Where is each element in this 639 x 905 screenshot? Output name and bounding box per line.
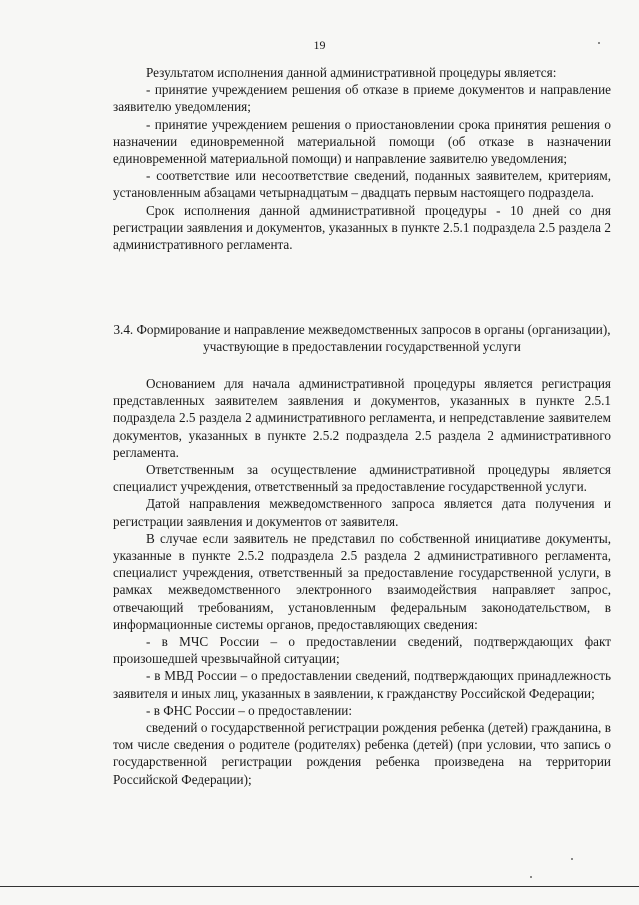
scan-speck [571, 858, 573, 860]
section-list-item: - в МВД России – о предоставлении сведений, подтверждающих принадлежность заявителя и иных лиц, указанных в заявлении, к гражданству Российской Федерации; [113, 668, 611, 701]
section-paragraph: Датой направления межведомственного запроса является дата получения и регистрации заявления и документов от заявителя. [113, 496, 611, 529]
scan-speck [598, 42, 600, 44]
section-body [113, 375, 611, 788]
procedure-deadline: Срок исполнения данной административной процедуры - 10 дней со дня регистрации заявления и документов, указанных в пункте 2.5.1 подраздела 2.5 раздела 2 административного регламента. [113, 202, 611, 253]
procedure-result-block [113, 64, 611, 253]
procedure-result-item: - принятие учреждением решения об отказе в приеме документов и направление заявителю уведомления; [113, 82, 611, 115]
section-paragraph: Основанием для начала административной процедуры является регистрация представленных заявителем заявления и документов, указанных в пункте 2.5.1 подраздела 2.5 раздела 2 административного регламента, и непредставление заявителем документов, указанных в пункте 2.5.2 подраздела 2.5 раздела 2 административного регламента. [113, 376, 611, 460]
page-number: 19 [313, 38, 326, 52]
section-list-item: - в МЧС России – о предоставлении сведений, подтверждающих факт произошедшей чрезвычайной ситуации; [113, 634, 611, 667]
section-list-item: - в ФНС России – о предоставлении: [146, 702, 352, 718]
section-paragraph: В случае если заявитель не представил по собственной инициативе документы, указанные в пункте 2.5.2 подраздела 2.5 раздела 2 административного регламента, специалист учреждения, ответственный за предоставление государственной услуги, в рамках межведомственного электронного взаимодействия направляет запрос, отвечающий требованиям, установленным федеральным законодательством, в информационные системы органов, предоставляющих сведения: [113, 530, 611, 632]
procedure-result-item: - соответствие или несоответствие сведений, поданных заявителем, критериям, установленным абзацами четырнадцатым – двадцать первым настоящего подраздела. [113, 168, 611, 201]
procedure-result-item: - принятие учреждением решения о приостановлении срока принятия решения о назначении единовременной материальной помощи (об отказе в назначении единовременной материальной помощи) и направление заявителю уведомления; [113, 116, 611, 167]
section-heading: 3.4. Формирование и направление межведомственных запросов в органы (организации), участвующие в предоставлении государственной услуги [113, 322, 611, 355]
scan-bottom-rule [0, 886, 639, 887]
section-paragraph: сведений о государственной регистрации рождения ребенка (детей) гражданина, в том числе сведения о родителе (родителях) ребенка (детей) (при условии, что запись о государственной регистрации рождения ребенка произведена на территории Российской Федерации); [113, 720, 611, 787]
section-paragraph: Ответственным за осуществление административной процедуры является специалист учреждения, ответственный за предоставление государственной услуги. [113, 462, 611, 495]
scan-speck [530, 876, 532, 878]
procedure-result-intro: Результатом исполнения данной административной процедуры является: [146, 65, 557, 80]
